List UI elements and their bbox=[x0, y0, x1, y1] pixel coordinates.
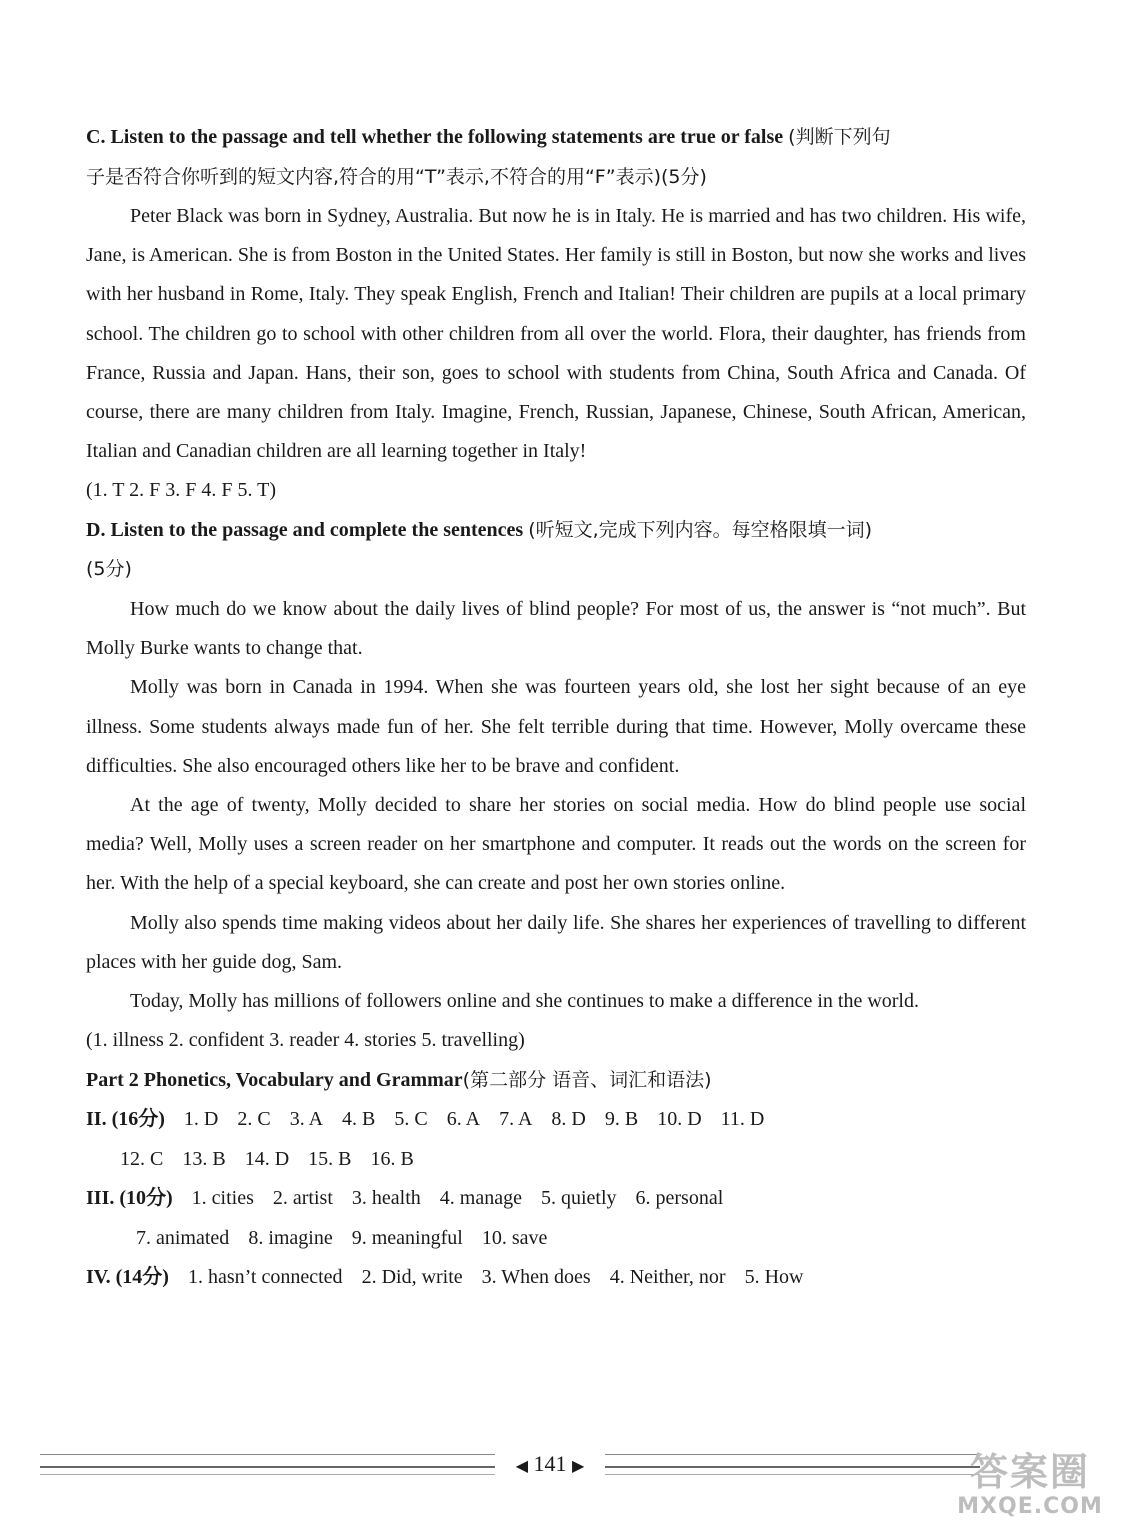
section-d-paragraph-3: At the age of twenty, Molly decided to share her stories on social media. How do blind people use social media? Well, Molly uses a screen reader on her smartphone and computer. It reads out the words on the screen for her. With the help of a special keyboard, she can create and post her own stories online. bbox=[86, 793, 1026, 895]
answer-item: 7. A bbox=[499, 1108, 533, 1131]
answer-item: 8. imagine bbox=[248, 1226, 333, 1249]
section-d-paragraph-2: Molly was born in Canada in 1994. When she was fourteen years old, she lost her sight because of an eye illness. Some students always made fun of her. She felt terrible during that time. However, Molly overcame these difficulties. She also encouraged others like her to be brave and confident. bbox=[86, 676, 1026, 777]
section-iii-row-2 bbox=[86, 1219, 1026, 1259]
section-d-instruction-line2 bbox=[86, 550, 1026, 590]
section-ii-row-1 bbox=[86, 1100, 1026, 1140]
answer-item: 10. save bbox=[481, 1226, 548, 1249]
answer-item: 6. A bbox=[446, 1108, 481, 1131]
answer-item: 5. quietly bbox=[540, 1187, 617, 1210]
page-number-text: 141 bbox=[533, 1451, 567, 1476]
answer-item: 9. B bbox=[604, 1108, 639, 1131]
answer-item: 2. Did, write bbox=[361, 1266, 463, 1289]
answer-item: 5. How bbox=[744, 1266, 804, 1289]
answer-item: 3. health bbox=[351, 1187, 421, 1210]
section-d-answers: (1. illness 2. confident 3. reader 4. stories 5. travelling) bbox=[86, 1029, 525, 1052]
answer-item: 2. C bbox=[237, 1108, 271, 1131]
answer-item: 14. D bbox=[244, 1147, 290, 1170]
answer-item: 1. cities bbox=[191, 1187, 254, 1210]
section-d-instruction-1: (听短文,完成下列内容。每空格限填一词) bbox=[528, 518, 873, 541]
section-iv-label: IV. (14分) bbox=[86, 1266, 169, 1289]
section-d-instruction-2: (5分) bbox=[86, 558, 132, 581]
answer-item: 15. B bbox=[308, 1147, 352, 1170]
answer-item: 13. B bbox=[182, 1147, 226, 1170]
answer-item: 5. C bbox=[394, 1108, 428, 1131]
section-c-instruction-2: 子是否符合你听到的短文内容,符合的用“T”表示,不符合的用“F”表示)(5分) bbox=[86, 165, 707, 188]
answer-item: 3. A bbox=[289, 1108, 324, 1131]
answer-item: 2. artist bbox=[272, 1187, 333, 1210]
answer-item: 4. B bbox=[342, 1108, 376, 1131]
section-iv-row-1 bbox=[86, 1258, 1026, 1298]
page-footer bbox=[40, 1446, 1040, 1486]
answer-item: 16. B bbox=[370, 1147, 414, 1170]
answer-item: 4. manage bbox=[439, 1187, 522, 1210]
section-d-paragraph-5: Today, Molly has millions of followers online and she continues to make a difference in the world. bbox=[130, 989, 919, 1012]
answer-item: 11. D bbox=[720, 1108, 765, 1131]
left-triangle-icon: ◀ bbox=[515, 1458, 528, 1475]
watermark-top: 答案圈 bbox=[969, 1450, 1090, 1494]
section-c-answers: (1. T 2. F 3. F 4. F 5. T) bbox=[86, 479, 277, 502]
answer-item: 3. When does bbox=[481, 1266, 591, 1289]
answer-item: 10. D bbox=[657, 1108, 702, 1131]
section-iii-row-1 bbox=[86, 1179, 1026, 1219]
answer-item: 8. D bbox=[551, 1108, 586, 1131]
part-2-title-cn: (第二部分 语音、词汇和语法) bbox=[462, 1068, 712, 1091]
section-d-paragraph-4: Molly also spends time making videos about her daily life. She shares her experiences of travelling to different places with her guide dog, Sam. bbox=[86, 911, 1026, 973]
answer-item: 1. D bbox=[183, 1108, 219, 1131]
part-2-heading bbox=[86, 1061, 1026, 1101]
watermark-bottom: MXQE.COM bbox=[957, 1494, 1103, 1519]
section-ii-label: II. (16分) bbox=[86, 1108, 165, 1131]
section-c-instruction-1: (判断下列句 bbox=[788, 126, 891, 148]
section-iii-label: III. (10分) bbox=[86, 1187, 173, 1210]
section-c-heading bbox=[86, 118, 1026, 158]
section-d-title: D. Listen to the passage and complete the sentences bbox=[86, 518, 524, 541]
section-c-passage: Peter Black was born in Sydney, Australia. But now he is in Italy. He is married and has two children. His wife, Jane, is American. She is from Boston in the United States. Her family is still in Boston, but now she works and lives with her husband in Rome, Italy. They speak English, French and Italian! Their children are pupils at a local primary school. The children go to school with other children from all over the world. Flora, their daughter, has friends from France, Russia and Japan. Hans, their son, goes to school with students from China, South Africa and Canada. Of course, there are many children from Italy. Imagine, French, Russian, Japanese, Chinese, South African, American, Italian and Canadian children are all learning together in Italy! bbox=[86, 205, 1026, 463]
page-content bbox=[86, 118, 1026, 1298]
answer-item: 1. hasn’t connected bbox=[187, 1266, 343, 1289]
section-c-instruction-line2 bbox=[86, 158, 1026, 198]
section-c-title: C. Listen to the passage and tell whether the following statements are true or false bbox=[86, 126, 784, 148]
answer-item: 7. animated bbox=[136, 1226, 230, 1249]
part-2-title: Part 2 Phonetics, Vocabulary and Grammar bbox=[86, 1068, 463, 1091]
answer-item: 6. personal bbox=[635, 1187, 724, 1210]
page-number bbox=[495, 1446, 605, 1485]
section-d-heading bbox=[86, 511, 1026, 551]
answer-item: 12. C bbox=[120, 1147, 164, 1170]
section-d-paragraph-1: How much do we know about the daily lives of blind people? For most of us, the answer is “not much”. But Molly Burke wants to change that. bbox=[86, 597, 1026, 660]
section-ii-row-2 bbox=[86, 1140, 1026, 1180]
right-triangle-icon: ▶ bbox=[572, 1458, 585, 1475]
watermark-logo bbox=[945, 1450, 1115, 1530]
answer-item: 4. Neither, nor bbox=[609, 1266, 726, 1289]
answer-item: 9. meaningful bbox=[351, 1226, 463, 1249]
